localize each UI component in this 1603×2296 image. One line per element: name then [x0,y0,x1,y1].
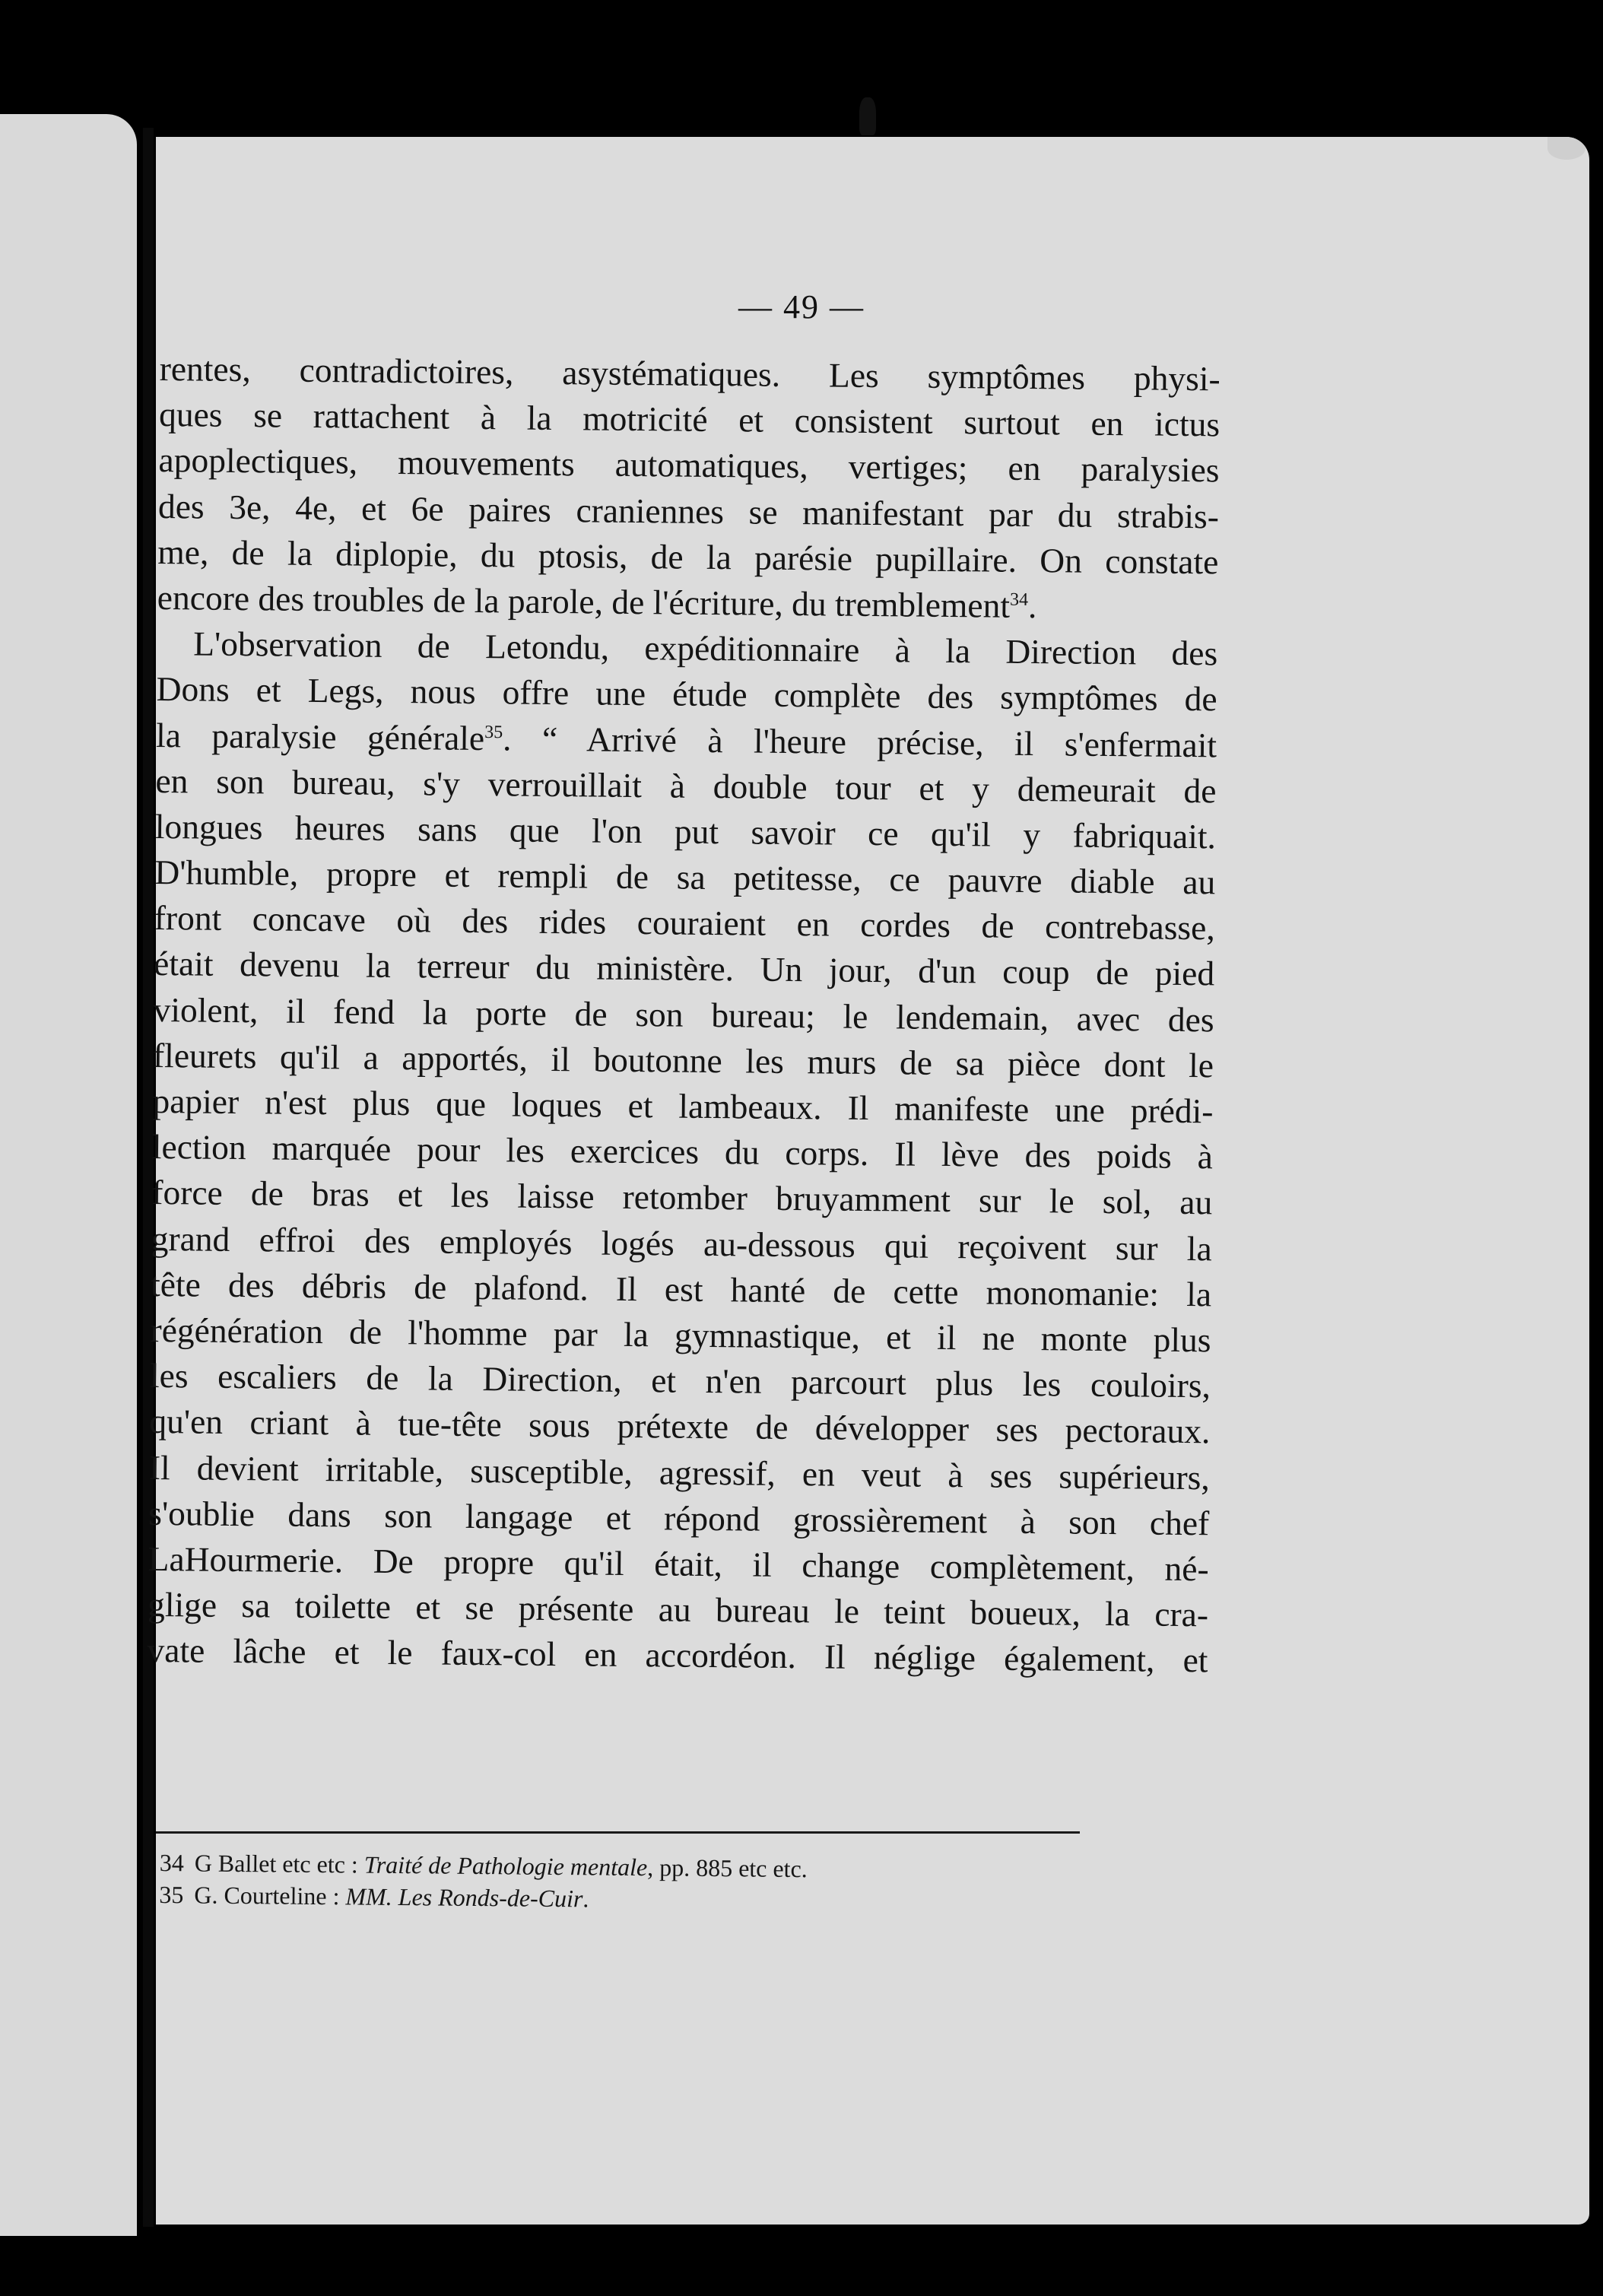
footnote-reference: 34 [1009,589,1029,610]
text-line-content: longues heures sans que l'on put savoir ce qu'il y fabriquait. [154,806,1217,856]
text-line-content: s'oublie dans son langage et répond grossièrement à son chef [148,1493,1210,1543]
text-line-content: D'humble, propre et rempli de sa petitesse, ce pauvre diable au [154,853,1216,902]
text-line-content: apoplectiques, mouvements automatiques, vertiges; en paralysies [158,440,1220,490]
body-text [147,346,1221,1684]
footnote-author: G Ballet etc etc : [194,1849,364,1878]
text-line-content: Dons et Legs, nous offre une étude complète des symptômes de [156,669,1217,719]
text-line-content: lection marquée pour les exercices du corps. Il lève des poids à [151,1127,1214,1177]
footnote-detail: , pp. 885 etc etc. [647,1853,808,1883]
text-line-continuation: . [1027,586,1037,626]
text-line-content: tête des débris de plafond. Il est hanté de cette monomanie: la [150,1264,1212,1314]
text-line-content: Il devient irritable, susceptible, agressif, en veut à ses supérieurs, [148,1447,1211,1497]
footnote-number: 35 [159,1880,184,1909]
text-line-content: glige sa toilette et se présente au bureau le teint boueux, la cra- [147,1584,1209,1634]
text-line-content: était devenu la terreur du ministère. Un jour, d'un coup de pied [153,944,1215,993]
text-line-content: vate lâche et le faux-col en accordéon. Il néglige également, et [147,1631,1208,1680]
text-line-content: grand effroi des employés logés au-dessous qui reçoivent sur la [151,1218,1212,1268]
footnote-title: MM. Les Ronds-de-Cuir [345,1882,583,1913]
footnote-title: Traité de Pathologie mentale [363,1850,648,1882]
corner-mark [1547,137,1586,160]
text-line-content: ques se rattachent à la motricité et consistent surtout en ictus [158,395,1221,444]
text-line-content: les escaliers de la Direction, et n'en parcourt plus les couloirs, [149,1356,1211,1405]
text-line-content: rentes, contradictoires, asystématiques. Les symptômes physi- [159,348,1221,399]
footnote-author: G. Courteline : [194,1881,346,1910]
binding-mark [859,97,876,135]
footnotes [159,1847,1148,1920]
text-line-content: force de bras et les laisse retomber bruyamment sur le sol, au [151,1173,1213,1222]
text-line-content: qu'en criant à tue-tête sous prétexte de développer ses pectoraux. [149,1402,1211,1451]
text-line-content: violent, il fend la porte de son bureau; le lendemain, avec des [153,989,1214,1039]
footnote-detail: . [582,1885,589,1913]
footnote-reference: 35 [484,722,503,742]
text-line-content: des 3e, 4e, et 6e paires craniennes se manifestant par du strabis- [157,486,1220,535]
text-line-content: papier n'est plus que loques et lambeaux. Il manifeste une prédi- [152,1081,1214,1131]
text-line-content: L'observation de Letondu, expéditionnaire à la Direction des [193,624,1218,673]
text-line-content: me, de la diplopie, du ptosis, de la parésie pupillaire. On constate [157,532,1219,582]
text-line-content: front concave où des rides couraient en cordes de contrebasse, [154,898,1215,948]
text-line-content: encore des troubles de la parole, de l'écriture, du tremblement [157,577,1011,625]
text-line-content: régénération de l'homme par la gymnastique, et il ne monte plus [150,1310,1211,1360]
footnote-number: 34 [159,1848,184,1877]
text-line-content: LaHourmerie. De propre qu'il était, il change complètement, né- [148,1539,1209,1589]
footnote-rule [156,1831,1080,1834]
text-line-continuation: . “ Arrivé à l'heure précise, il s'enfermait [502,718,1217,764]
page-number: — 49 — [738,288,865,326]
facing-page-edge [0,114,137,2236]
text-line-content: en son bureau, s'y verrouillait à double tour et y demeurait de [155,761,1217,811]
text-line-content: fleurets qu'il a apportés, il boutonne les murs de sa pièce dont le [152,1035,1214,1085]
text-line-content: la paralysie générale [155,715,485,757]
